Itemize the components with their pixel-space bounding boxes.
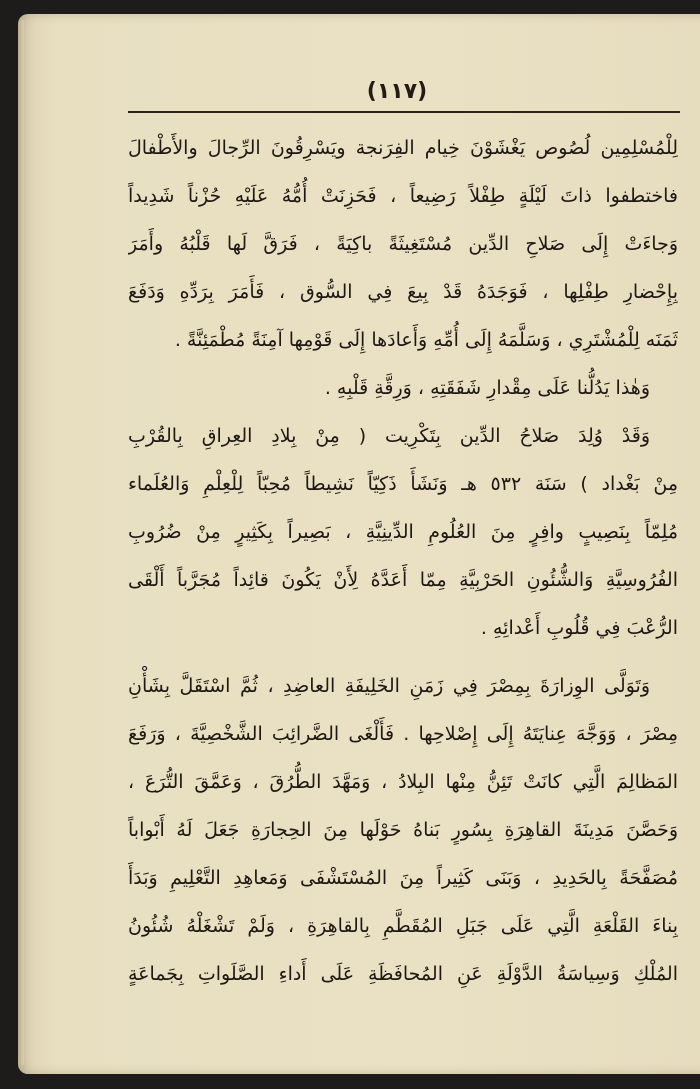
text-line: بِإِحْضارِ طِفْلِها ، فَوَجَدَهُ قَدْ بِيعَ فِي السُّوق ، فَأَمَرَ بِرَدِّهِ وَدَفَعَ [128, 281, 678, 303]
text-line: مِصْرَ ، وَوَجَّهَ عِنايَتَهُ إِلَى إِصْلاحِها . فَأَلْغَى الضَّرائِبَ الشَّخْصِيَّةَ ، وَرَفَعَ [128, 723, 678, 745]
text-line: لِلْمُسْلِمِين لُصُوص يَغْشَوْنَ خِيام الفِرَنجة ويَسْرِقُونَ الرِّجالَ والأَطْفالَ [128, 137, 678, 159]
text-line: وَحَصَّنَ مَدِينَةَ القاهِرَةِ بِسُورٍ بَناهُ حَوْلَها مِنَ الحِجارَةِ جَعَلَ لَهُ أَبْواباً [128, 819, 678, 841]
page-edge [18, 20, 24, 1065]
text-line: وَقَدْ وُلِدَ صَلاحُ الدِّين بِتَكْرِيت ( مِنْ بِلادِ العِراقِ بِالقُرْبِ [128, 425, 650, 447]
text-line: وَتَوَلَّى الوِزارَةَ بِمِصْرَ فِي زَمَنِ الخَلِيفَةِ العاضِدِ ، ثُمَّ اسْتَقَلَّ بِشَأْنِ [128, 675, 650, 697]
page-number: (١١٧) [366, 79, 428, 104]
text-line: مِنْ بَغْداد ) سَنَة ٥٣٢ هـ وَنَشَأَ ذَكِيّاً نَشِيطاً مُحِبّاً لِلْعِلْمِ وَالعُلَماء [128, 473, 678, 495]
text-line: ثَمَنَه لِلْمُشْتَرِي ، وَسَلَّمَهُ إِلَى أُمِّهِ وَأَعادَها إِلَى قَوْمِها آمِنَةً مُطْمَئِنَّةً . [174, 329, 678, 351]
text-line: الرُّعْبَ فِي قُلُوبِ أَعْدائِهِ . [480, 617, 678, 639]
text-line: وَهٰذا يَدُلُّنا عَلَى مِقْدارِ شَفَقَتِهِ ، وَرِقَّةِ قَلْبِهِ . [324, 377, 650, 399]
text-line: المَظالِمَ الَّتِي كانَتْ تَئِنُّ مِنْها البِلادُ ، وَمَهَّدَ الطُّرُقَ ، وَعَمَّقَ التُّرَعَ ، [128, 771, 678, 793]
paragraph-gap [128, 652, 678, 662]
text-line: فاختطفوا ذاتَ لَيْلَةٍ طِفْلاً رَضِيعاً ، فَحَزِنَتْ أُمُّهُ عَلَيْهِ حُزْناً شَدِيداً [128, 185, 678, 207]
header-rule [128, 111, 680, 113]
text-line: مُصَفَّحَةً بِالحَدِيدِ ، وَبَنَى كَثِيراً مِنَ المُسْتَشْفَى وَمَعاهِدِ التَّعْلِيمِ وَبَدَأَ [128, 867, 678, 889]
text-line: المُلْكِ وَسِياسَةُ الدَّوْلَةِ عَنِ المُحافَظَةِ عَلَى أَداءِ الصَّلَواتِ بِجَماعَةٍ [128, 963, 678, 985]
text-line: مُلِمّاً بِنَصِيبٍ وافِرٍ مِنَ العُلُومِ الدِّينِيَّةِ ، بَصِيراً بِكَثِيرٍ مِنْ ضُرُوبِ [128, 521, 678, 543]
text-line: الفُرُوسِيَّةِ وَالشُّئُونِ الحَرْبِيَّةِ مِمّا أَعَدَّهُ لِأَنْ يَكُونَ قائِداً مُجَرَّباً أَلْقَى [128, 569, 678, 591]
page-body [128, 124, 678, 998]
text-line: وَجاءَتْ إِلَى صَلاحِ الدِّين مُسْتَغِيثَةً باكِيَةً ، فَرَقَّ لَها قَلْبُهُ وأَمَرَ [128, 233, 678, 255]
text-line: بِناءَ القَلْعَةِ الَّتِي عَلَى جَبَلِ المُقَطَّمِ بِالقاهِرَةِ ، وَلَمْ تَشْغَلْهُ شُئُونُ [128, 915, 678, 937]
